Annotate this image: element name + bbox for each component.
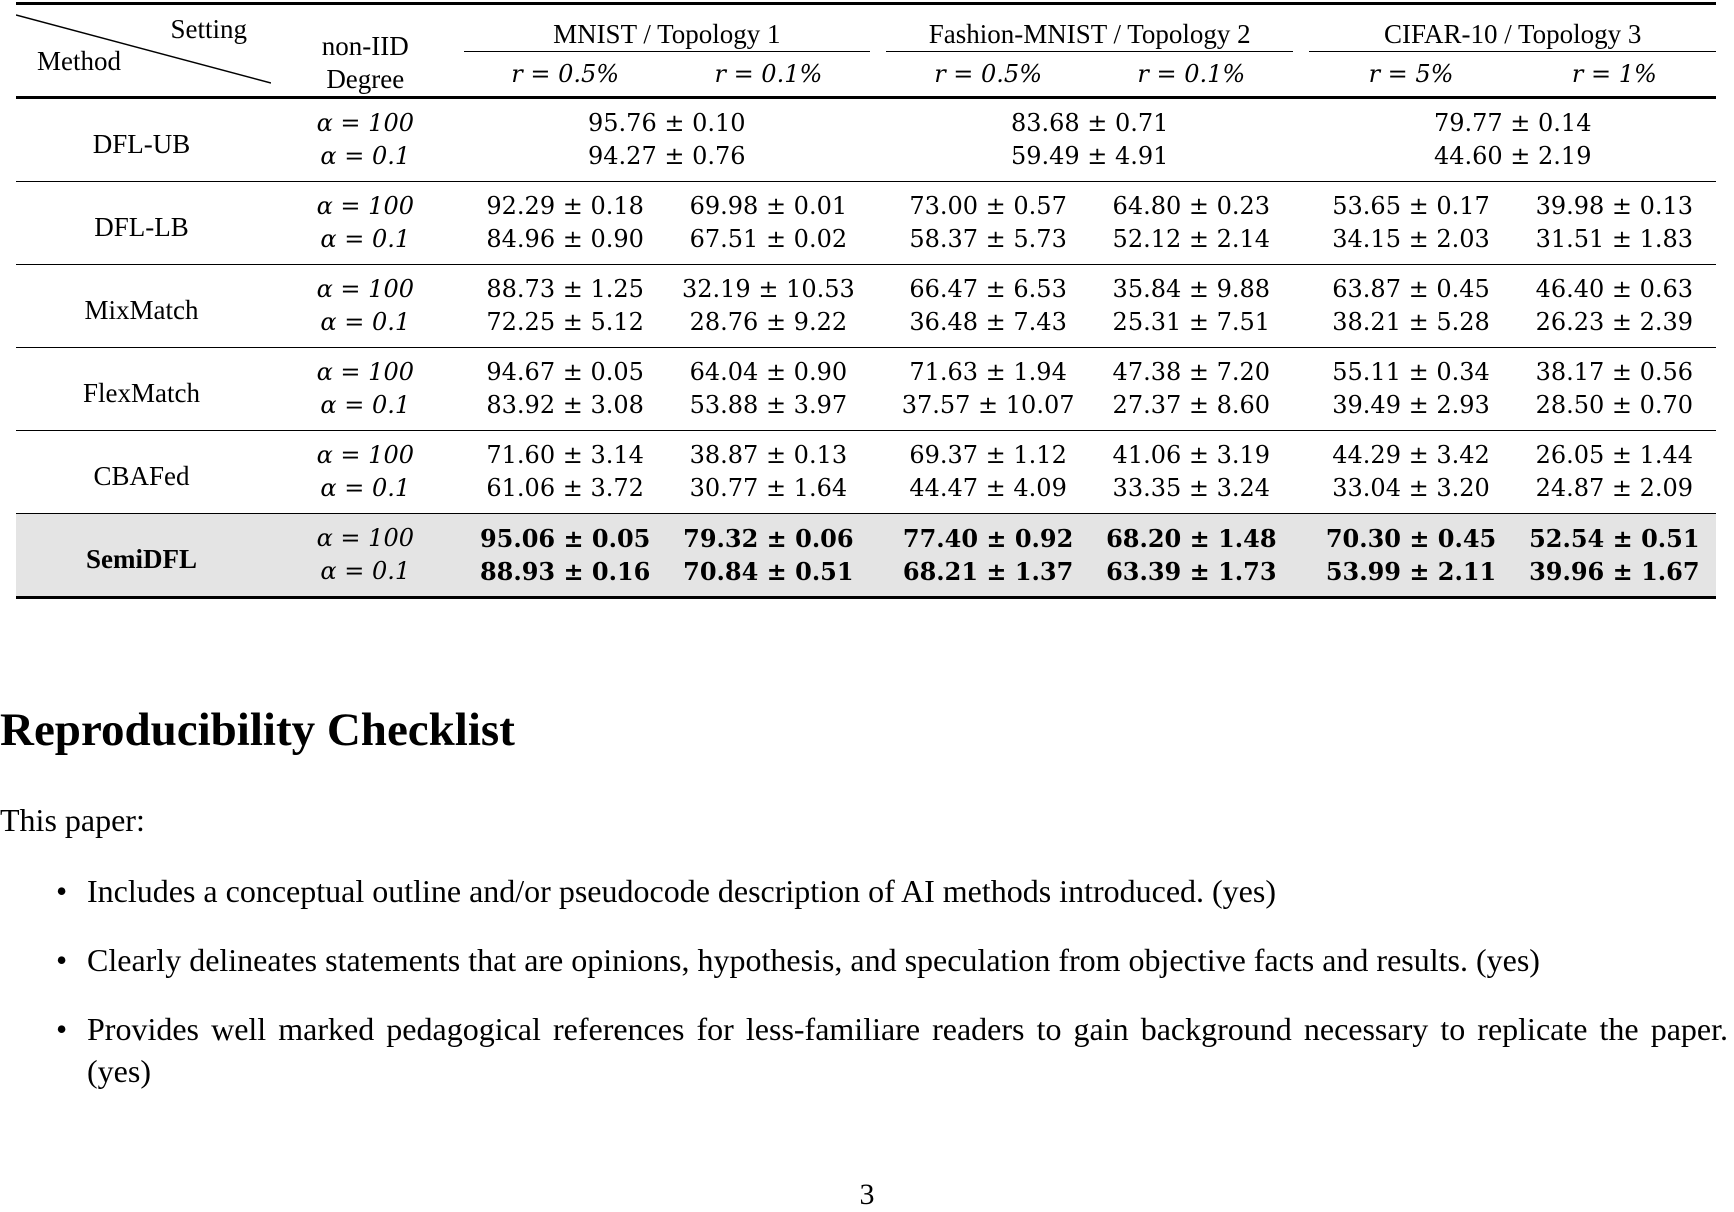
value-cell: 64.04 ± 0.90 [689,358,848,386]
value-cell: 66.47 ± 6.53 [909,275,1067,303]
alpha-cell: α = 0.1 [267,555,464,598]
table-row [16,265,1716,306]
alpha-cell: α = 0.1 [320,142,411,170]
method-name-cell: DFL-UB [92,128,191,159]
alpha-cell: α = 0.1 [320,225,411,253]
value-cell: 63.87 ± 0.45 [1332,275,1490,303]
method-label: Method [37,46,121,76]
ratio-header: r = 0.5% [511,59,620,88]
value-cell: 94.27 ± 0.76 [588,142,746,170]
alpha-cell: α = 100 [316,358,414,386]
ratio-header: r = 1% [1571,59,1657,88]
value-cell: 71.60 ± 3.14 [486,441,644,469]
checklist-item [0,1008,1734,1092]
value-cell: 52.54 ± 0.51 [1513,514,1716,555]
value-cell: 84.96 ± 0.90 [486,225,644,253]
value-cell: 44.29 ± 3.42 [1332,441,1490,469]
value-cell: 67.51 ± 0.02 [689,225,848,253]
ratio-header: r = 0.5% [934,59,1042,88]
value-cell: 30.77 ± 1.64 [689,474,848,502]
setting-label: Setting [170,14,247,44]
results-table [16,2,1716,599]
value-cell: 53.99 ± 2.11 [1309,555,1512,598]
bullet-icon: • [56,942,68,978]
table-row [16,348,1716,389]
noniid-header-line2: Degree [326,64,405,94]
group-header-mnist: MNIST / Topology 1 [464,5,870,52]
alpha-cell: α = 0.1 [320,474,411,502]
checklist-item [0,939,1734,981]
value-cell: 36.48 ± 7.43 [909,308,1067,336]
value-cell: 41.06 ± 3.19 [1112,441,1271,469]
value-cell: 26.05 ± 1.44 [1535,441,1694,469]
table-row [16,99,1716,140]
table-row [16,306,1716,348]
table-row [16,514,1716,555]
ratio-header: r = 0.1% [1137,59,1246,88]
value-cell: 64.80 ± 0.23 [1112,192,1271,220]
value-cell: 72.25 ± 5.12 [486,308,644,336]
page-number: 3 [859,1178,875,1211]
value-cell: 79.77 ± 0.14 [1433,109,1592,137]
value-cell: 77.40 ± 0.92 [886,514,1089,555]
value-cell: 31.51 ± 1.83 [1535,225,1694,253]
value-cell: 83.68 ± 0.71 [1010,109,1169,137]
value-cell: 38.87 ± 0.13 [689,441,848,469]
diagonal-header-cell [16,5,267,98]
bullet-icon: • [56,873,68,909]
value-cell: 32.19 ± 10.53 [681,275,855,303]
value-cell: 28.76 ± 9.22 [689,308,848,336]
alpha-cell: α = 100 [267,514,464,555]
checklist-item-text: Provides well marked pedagogical references for less-familiare readers to gain background necessary to replicate the paper. (yes) [87,1011,1728,1089]
value-cell: 34.15 ± 2.03 [1332,225,1490,253]
value-cell: 44.47 ± 4.09 [909,474,1067,502]
value-cell: 55.11 ± 0.34 [1332,358,1490,386]
value-cell: 69.37 ± 1.12 [909,441,1067,469]
value-cell: 53.65 ± 0.17 [1332,192,1490,220]
bullet-icon: • [56,1011,68,1047]
alpha-cell: α = 100 [316,441,414,469]
value-cell: 28.50 ± 0.70 [1535,391,1694,419]
group-header-cifar10: CIFAR-10 / Topology 3 [1309,5,1716,52]
value-cell: 38.21 ± 5.28 [1332,308,1490,336]
value-cell: 69.98 ± 0.01 [689,192,848,220]
value-cell: 38.17 ± 0.56 [1535,358,1694,386]
checklist-list [0,870,1734,1119]
value-cell: 52.12 ± 2.14 [1112,225,1271,253]
ratio-header: r = 0.1% [714,59,823,88]
ratio-header: r = 5% [1368,59,1454,88]
alpha-cell: α = 100 [316,192,414,220]
value-cell: 44.60 ± 2.19 [1433,142,1592,170]
value-cell: 24.87 ± 2.09 [1535,474,1694,502]
value-cell: 88.93 ± 0.16 [464,555,667,598]
alpha-cell: α = 100 [316,275,414,303]
value-cell: 88.73 ± 1.25 [486,275,644,303]
value-cell: 47.38 ± 7.20 [1112,358,1271,386]
method-name-cell: DFL-LB [94,211,189,242]
value-cell: 39.96 ± 1.67 [1513,555,1716,598]
table-row [16,431,1716,472]
table-row [16,472,1716,514]
value-cell: 37.57 ± 10.07 [901,391,1075,419]
value-cell: 68.21 ± 1.37 [886,555,1089,598]
table-row [16,555,1716,598]
value-cell: 95.76 ± 0.10 [588,109,746,137]
noniid-header-line1: non-IID [321,31,409,61]
value-cell: 53.88 ± 3.97 [689,391,848,419]
value-cell: 26.23 ± 2.39 [1535,308,1694,336]
table-row [16,140,1716,182]
alpha-cell: α = 0.1 [320,308,411,336]
table-row [16,182,1716,223]
table-header-row [16,5,1716,52]
value-cell: 70.84 ± 0.51 [667,555,870,598]
value-cell: 61.06 ± 3.72 [486,474,644,502]
checklist-item-text: Includes a conceptual outline and/or pseudocode description of AI methods introduced. (yes) [87,873,1276,909]
value-cell: 73.00 ± 0.57 [909,192,1067,220]
method-name-cell: FlexMatch [83,377,201,408]
value-cell: 39.49 ± 2.93 [1332,391,1490,419]
value-cell: 68.20 ± 1.48 [1090,514,1293,555]
value-cell: 58.37 ± 5.73 [909,225,1067,253]
value-cell: 71.63 ± 1.94 [909,358,1067,386]
method-name-cell: SemiDFL [16,514,267,598]
value-cell: 59.49 ± 4.91 [1010,142,1169,170]
checklist-intro: This paper: [0,802,145,838]
value-cell: 70.30 ± 0.45 [1309,514,1512,555]
value-cell: 46.40 ± 0.63 [1535,275,1694,303]
group-header-fashion-mnist: Fashion-MNIST / Topology 2 [886,5,1292,52]
value-cell: 95.06 ± 0.05 [464,514,667,555]
value-cell: 35.84 ± 9.88 [1112,275,1271,303]
checklist-title: Reproducibility Checklist [0,704,515,756]
value-cell: 92.29 ± 0.18 [486,192,644,220]
value-cell: 94.67 ± 0.05 [486,358,644,386]
table-row [16,389,1716,431]
alpha-cell: α = 100 [316,109,414,137]
value-cell: 27.37 ± 8.60 [1112,391,1271,419]
value-cell: 33.35 ± 3.24 [1112,474,1271,502]
noniid-degree-header [267,5,464,98]
table-row [16,223,1716,265]
checklist-item-text: Clearly delineates statements that are opinions, hypothesis, and speculation from objective facts and results. (yes) [87,942,1540,978]
value-cell: 39.98 ± 0.13 [1535,192,1694,220]
value-cell: 83.92 ± 3.08 [486,391,644,419]
value-cell: 25.31 ± 7.51 [1112,308,1271,336]
method-name-cell: MixMatch [84,294,199,325]
value-cell: 33.04 ± 3.20 [1332,474,1490,502]
value-cell: 79.32 ± 0.06 [667,514,870,555]
value-cell: 63.39 ± 1.73 [1090,555,1293,598]
checklist-item [0,870,1734,912]
alpha-cell: α = 0.1 [320,391,411,419]
method-name-cell: CBAFed [93,460,190,491]
